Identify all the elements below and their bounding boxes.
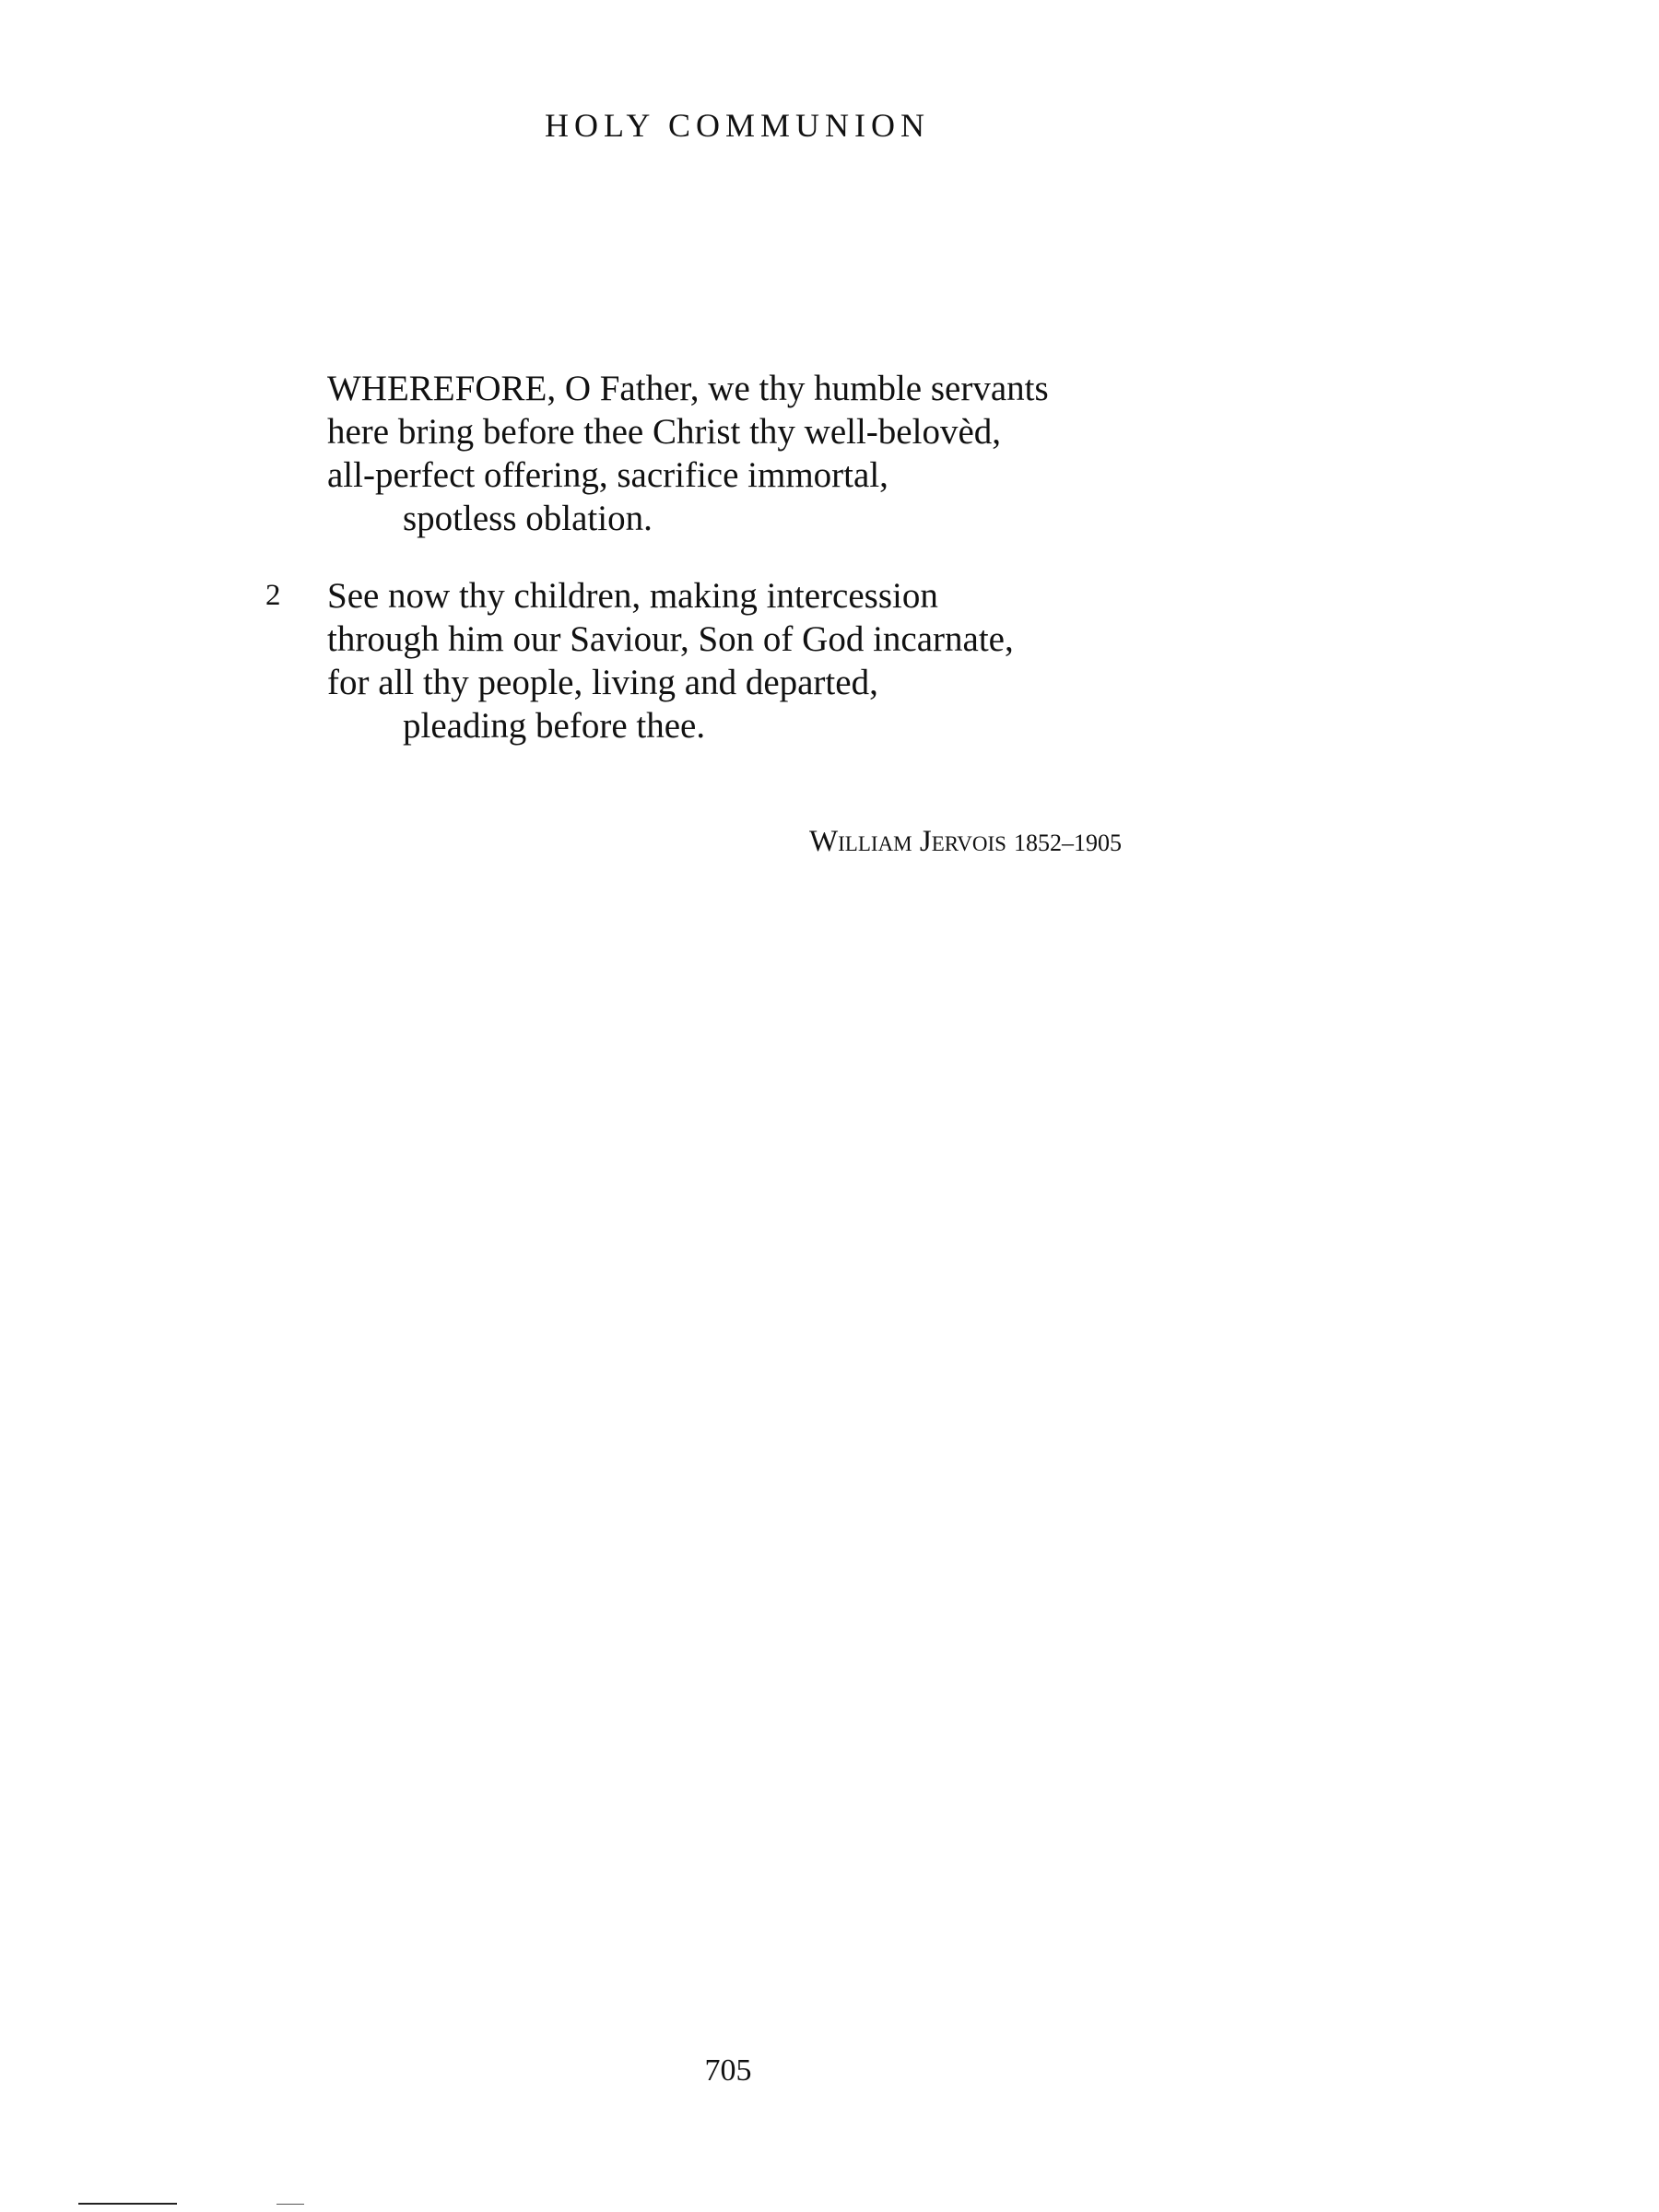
scan-edge-mark: [78, 2203, 177, 2205]
verse-line: WHEREFORE, O Father, we thy humble servants: [327, 369, 1049, 408]
scan-edge-mark: [276, 2204, 304, 2205]
verse-line-indented: spotless oblation.: [403, 499, 653, 538]
verse-line-indented: pleading before thee.: [403, 706, 706, 746]
verse-line: here bring before thee Christ thy well-belovèd,: [327, 412, 1002, 452]
verse-line: through him our Saviour, Son of God incarnate,: [327, 619, 1014, 659]
stanza-1: [327, 367, 1049, 540]
verse-line: all-perfect offering, sacrifice immortal,: [327, 455, 888, 495]
verse-number: 2: [265, 579, 281, 612]
verse-line: See now thy children, making intercession: [327, 576, 938, 616]
running-head: HOLY COMMUNION: [544, 107, 931, 144]
page-number: 705: [704, 2053, 752, 2088]
author-attribution: [809, 820, 1122, 865]
verse-line: for all thy people, living and departed,: [327, 663, 878, 702]
author-name: William Jervois: [809, 825, 1006, 858]
stanza-2: [327, 574, 1014, 747]
author-dates: 1852–1905: [1013, 830, 1122, 856]
